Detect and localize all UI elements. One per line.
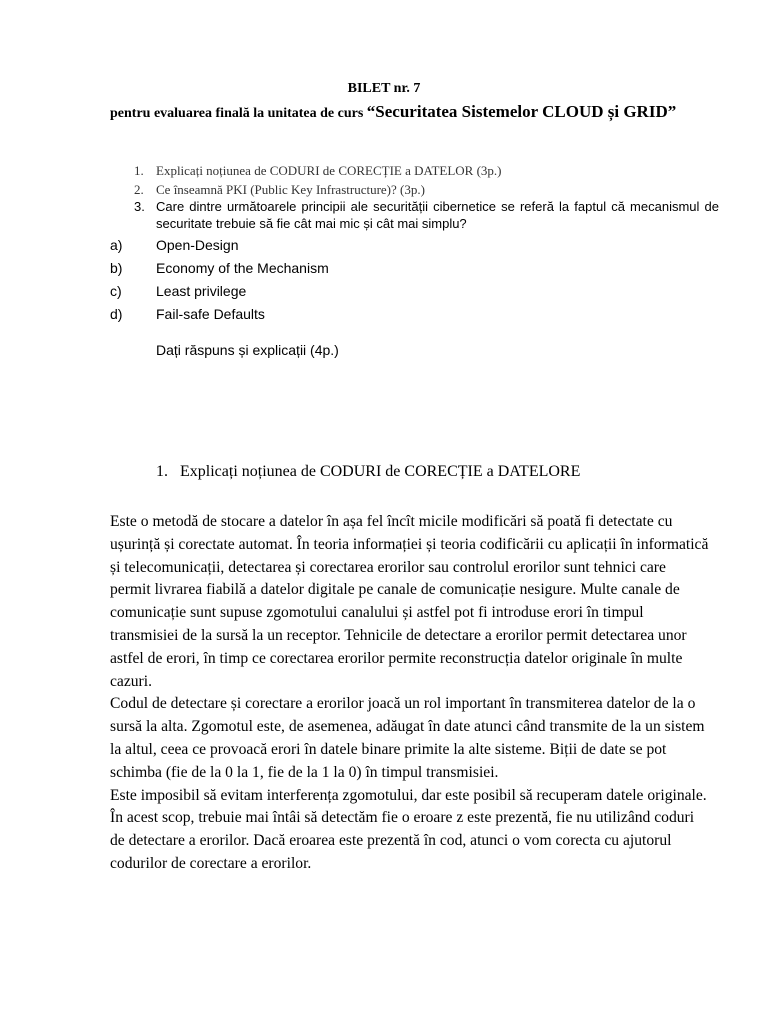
section-heading: [156, 463, 580, 481]
section-number: 1.: [156, 463, 168, 480]
ticket-subtitle: [110, 101, 719, 125]
option-letter: d): [110, 306, 123, 322]
option-letter: c): [110, 283, 122, 299]
answer-option: [110, 257, 719, 280]
question-text: Care dintre următoarele principii ale securității cibernetice se referă la faptul că mecanismul de securitate trebuie să fie cât mai mic și cât mai simplu?: [156, 199, 719, 231]
option-text: Open-Design: [156, 237, 239, 253]
question-item: [110, 198, 719, 232]
answer-instruction: Dați răspuns și explicații (4p.): [156, 342, 339, 358]
answer-option: [110, 234, 719, 257]
question-item: [110, 161, 719, 180]
course-name: “Securitatea Sistemelor CLOUD și GRID”: [366, 102, 677, 121]
option-text: Fail-safe Defaults: [156, 306, 265, 322]
body-paragraph: Este imposibil să evitam interferența zgomotului, dar este posibil să recuperam datele originale. În acest scop, trebuie mai întâi să detectăm fie o eroare z este prezentă, fie nu utilizând coduri de detectare a erorilor. Dacă eroarea este prezentă în cod, atunci o vom corecta cu ajutorul codurilor de corectare a erorilor.: [110, 786, 707, 872]
question-number: 2.: [134, 182, 144, 197]
option-letter: a): [110, 237, 123, 253]
ticket-title: BILET nr. 7: [347, 81, 421, 96]
question-list: [110, 161, 719, 199]
option-text: Economy of the Mechanism: [156, 260, 329, 276]
body-paragraph: Codul de detectare și corectare a erorilor joacă un rol important în transmiterea datelor de la o sursă la alta. Zgomotul este, de asemenea, adăugat în date atunci când transmite de la un sistem la altul, ceea ce provoacă erori în datele binare primite la alte sisteme. Biții de date se pot schimba (fie de la 0 la 1, fie de la 1 la 0) în timpul transmisiei.: [110, 695, 705, 781]
subtitle-lead: pentru evaluarea finală la unitatea de curs: [110, 106, 367, 121]
question-number: 1.: [134, 163, 144, 178]
question-text: Ce înseamnă PKI (Public Key Infrastructure)? (3p.): [156, 182, 425, 197]
question-text: Explicați noțiunea de CODURI de CORECȚIE a DATELOR (3p.): [156, 163, 502, 178]
question-number: 3.: [134, 199, 145, 214]
answer-option: [110, 280, 719, 303]
option-letter: b): [110, 260, 123, 276]
answer-options: [110, 234, 719, 326]
section-title: Explicați noțiunea de CODURI de CORECȚIE a DATELORE: [180, 463, 581, 480]
body-paragraph: Este o metodă de stocare a datelor în așa fel încît micile modificări să poată fi detectate cu ușurință și corectate automat. În teoria informației și teoria codificării cu aplicații în informatică și telecomunicații, detectarea și corectarea erorilor sau controlul erorilor sunt tehnici care permit livrarea fiabilă a datelor digitale pe canale de comunicație nesigure. Multe canale de comunicație sunt supuse zgomotului canalului și astfel pot fi introduse erori în timpul transmisiei de la sursă la un receptor. Tehnicile de detectare a erorilor permit detectarea unor astfel de erori, în timp ce corectarea erorilor permite reconstrucția datelor originale în multe cazuri.: [110, 513, 709, 690]
answer-body: [110, 511, 710, 876]
answer-option: [110, 303, 719, 326]
question-item: [110, 180, 719, 199]
option-text: Least privilege: [156, 283, 247, 299]
